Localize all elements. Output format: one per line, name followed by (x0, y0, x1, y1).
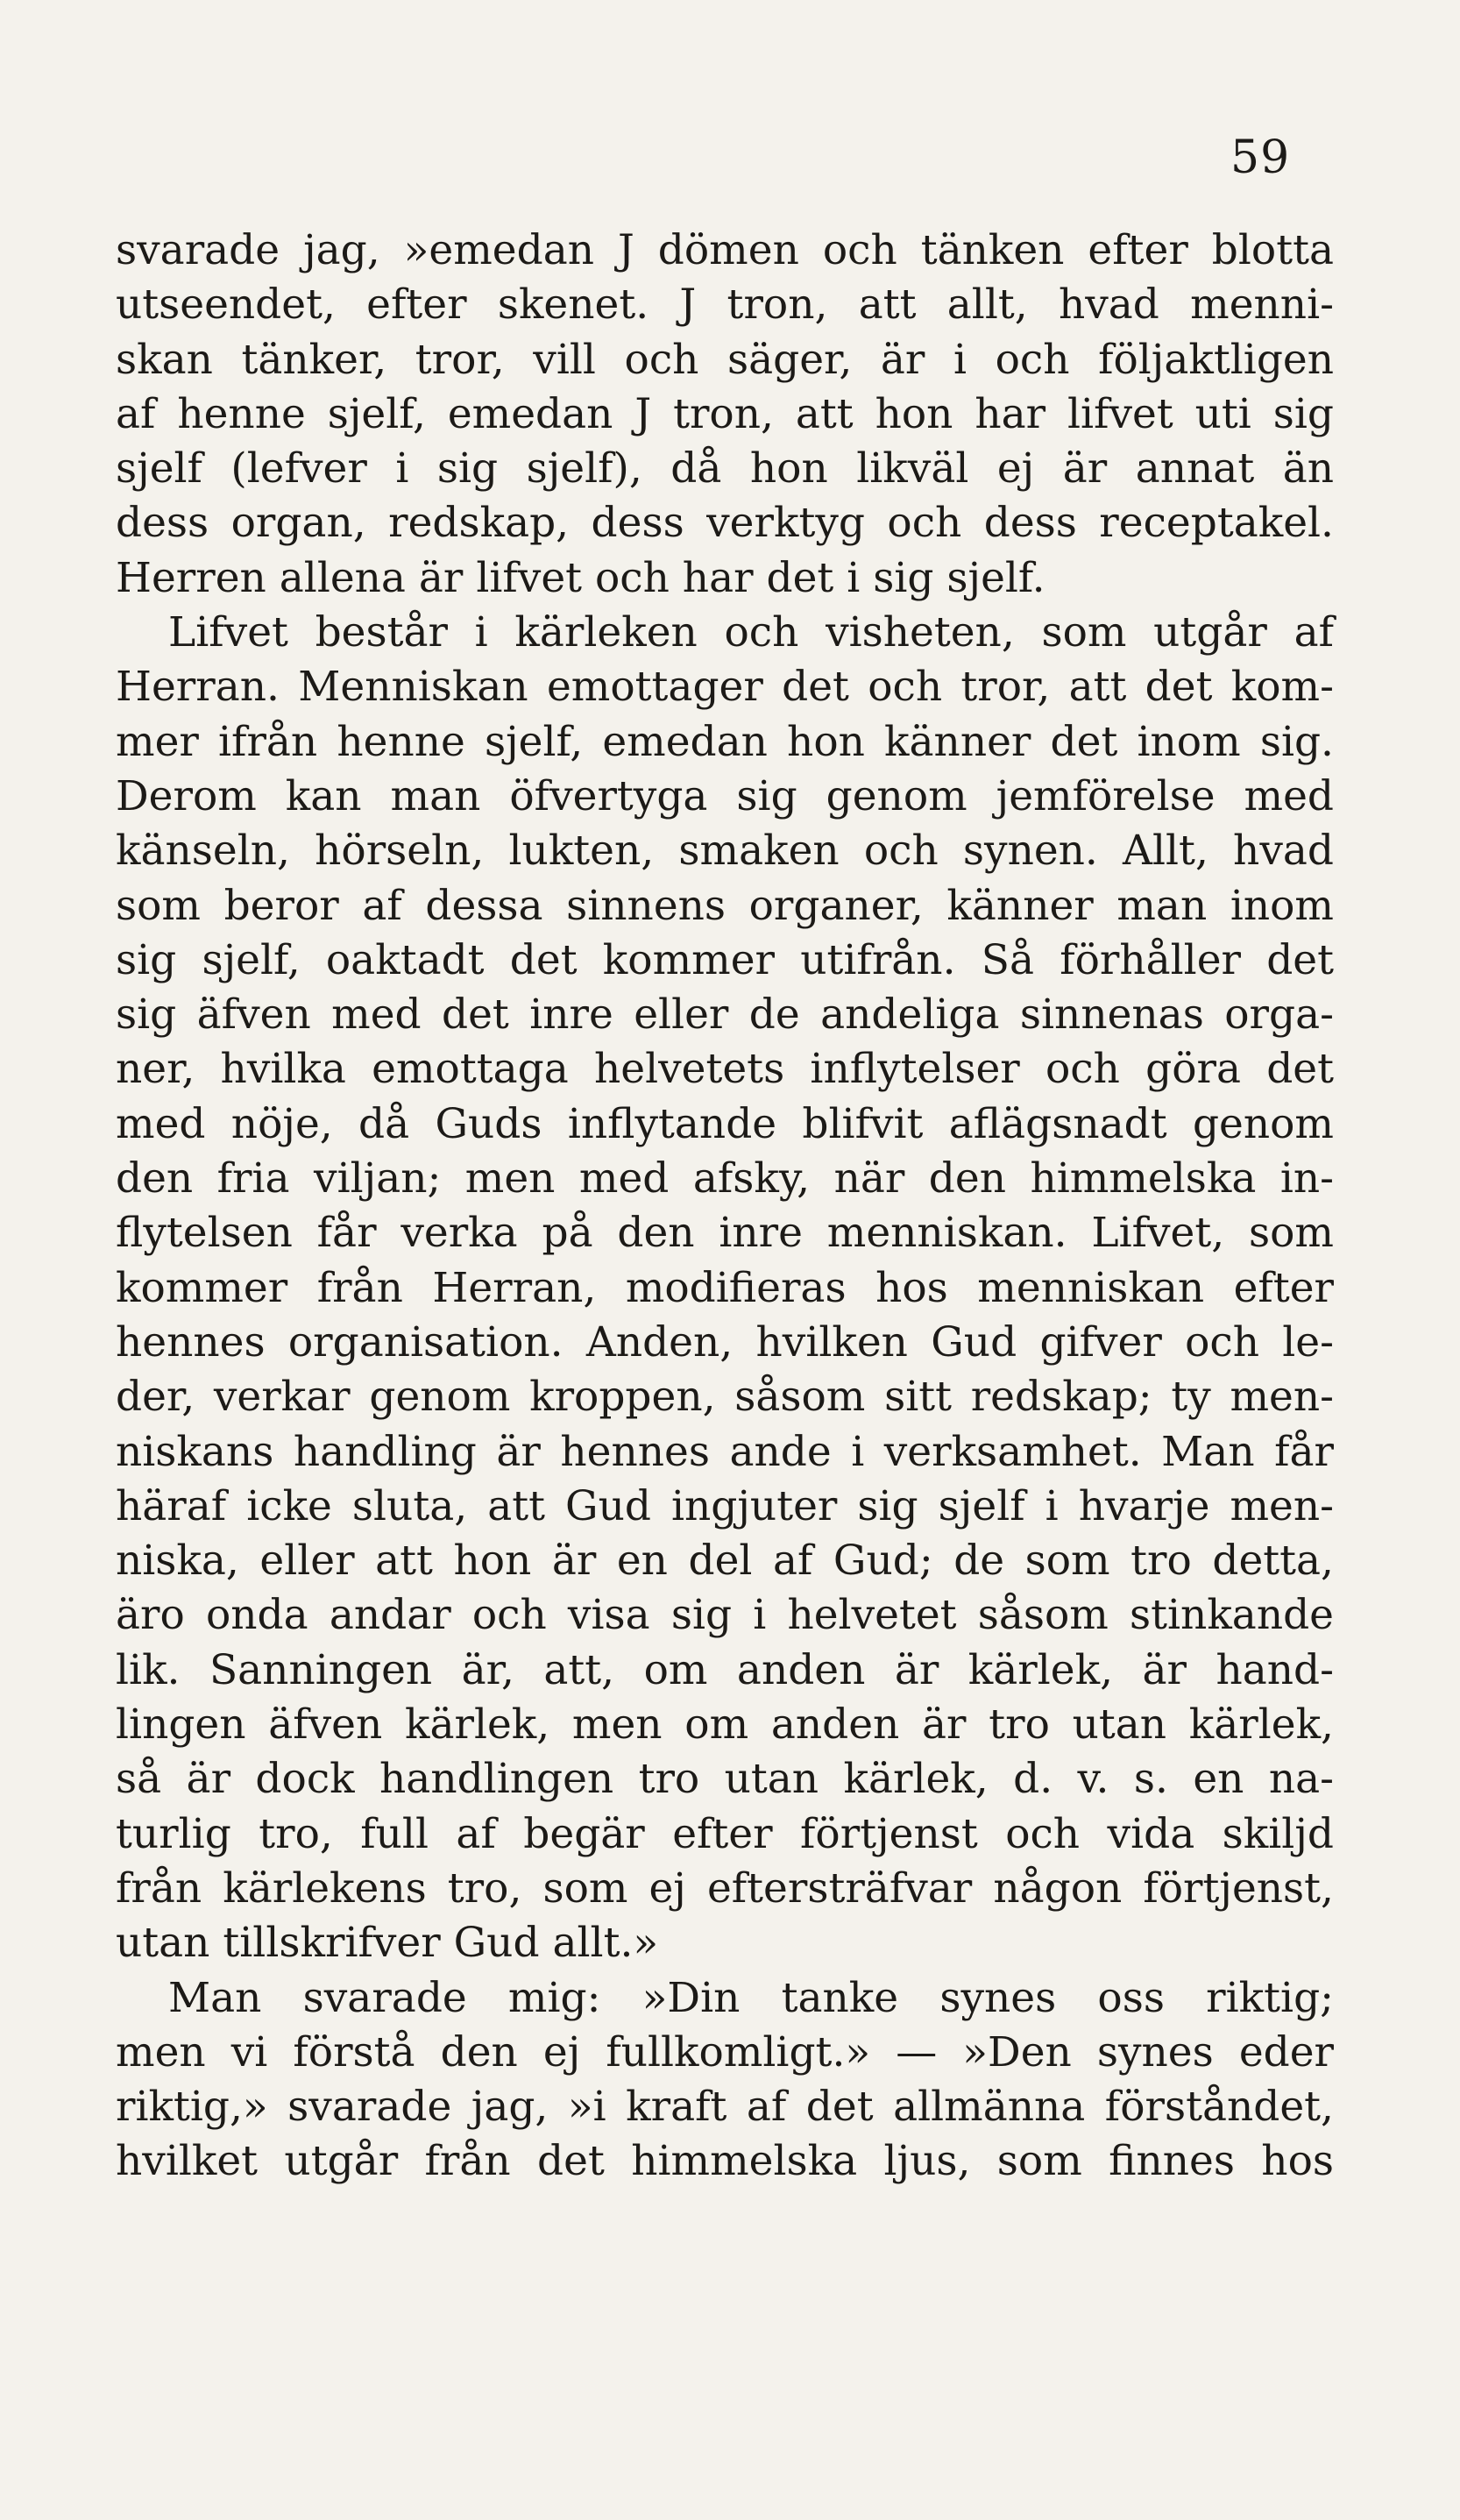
text-line: Man svarade mig: »Din tanke synes oss riktig; (168, 1973, 1334, 2022)
text-line: Lifvet består i kärleken och visheten, som utgår af (168, 608, 1334, 657)
text-line: riktig,» svarade jag, »i kraft af det allmänna förståndet, (116, 2083, 1334, 2132)
text-line: lingen äfven kärlek, men om anden är tro utan kärlek, (116, 1700, 1334, 1750)
text-line: sig sjelf, oaktadt det kommer utifrån. Så förhåller det (116, 935, 1334, 984)
text-line: men vi förstå den ej fullkomligt.» — »Den synes eder (116, 2027, 1334, 2076)
text-line: lik. Sanningen är, att, om anden är kärlek, är hand- (116, 1645, 1334, 1694)
text-line: mer ifrån henne sjelf, emedan hon känner det inom sig. (116, 717, 1334, 766)
text-line: ner, hvilka emottaga helvetets inflytelser och göra det (116, 1045, 1334, 1094)
text-line: hennes organisation. Anden, hvilken Gud gifver och le- (116, 1317, 1334, 1366)
text-line: med nöje, då Guds inflytande blifvit aflägsnadt genom (116, 1099, 1334, 1148)
text-line: från kärlekens tro, som ej eftersträfvar någon förtjenst, (116, 1863, 1334, 1913)
text-line: flytelsen får verka på den inre menniskan. Lifvet, som (116, 1209, 1334, 1258)
text-line: utan tillskrifver Gud allt.» (116, 1919, 659, 1968)
text-line: häraf icke sluta, att Gud ingjuter sig sjelf i hvarje men- (116, 1481, 1334, 1530)
text-line: utseendet, efter skenet. J tron, att allt, hvad menni- (116, 280, 1334, 330)
text-line: der, verkar genom kroppen, såsom sitt redskap; ty men- (116, 1373, 1334, 1422)
text-line: dess organ, redskap, dess verktyg och dess receptakel. (116, 499, 1334, 548)
text-line: känseln, hörseln, lukten, smaken och synen. Allt, hvad (116, 827, 1334, 876)
text-line: Herren allena är lifvet och har det i sig sjelf. (116, 553, 1045, 602)
page-number: 59 (1230, 131, 1291, 184)
text-line: svarade jag, »emedan J dömen och tänken efter blotta (116, 226, 1334, 274)
text-line: som beror af dessa sinnens organer, känner man inom (116, 881, 1334, 930)
text-body (116, 224, 1334, 2190)
text-line: Derom kan man öfvertyga sig genom jemförelse med (116, 771, 1334, 820)
text-line: af henne sjelf, emedan J tron, att hon har lifvet uti sig (116, 389, 1334, 438)
text-line: skan tänker, tror, vill och säger, är i och följaktligen (116, 335, 1334, 384)
text-line: sig äfven med det inre eller de andeliga sinnenas orga- (116, 990, 1334, 1040)
text-line: sjelf (lefver i sig sjelf), då hon likväl ej är annat än (116, 444, 1334, 493)
text-line: den fria viljan; men med afsky, när den himmelska in- (116, 1154, 1334, 1203)
text-line: Herran. Menniskan emottager det och tror, att det kom- (116, 663, 1334, 712)
text-line: niska, eller att hon är en del af Gud; de som tro detta, (116, 1537, 1334, 1586)
text-line: niskans handling är hennes ande i verksamhet. Man får (116, 1427, 1334, 1476)
text-line: äro onda andar och visa sig i helvetet såsom stinkande (116, 1591, 1334, 1640)
text-line: kommer från Herran, modifieras hos menniskan efter (116, 1263, 1334, 1312)
text-line: turlig tro, full af begär efter förtjenst och vida skiljd (116, 1809, 1334, 1858)
text-line: hvilket utgår från det himmelska ljus, som finnes hos (116, 2137, 1334, 2186)
text-line: så är dock handlingen tro utan kärlek, d. v. s. en na- (116, 1755, 1334, 1804)
